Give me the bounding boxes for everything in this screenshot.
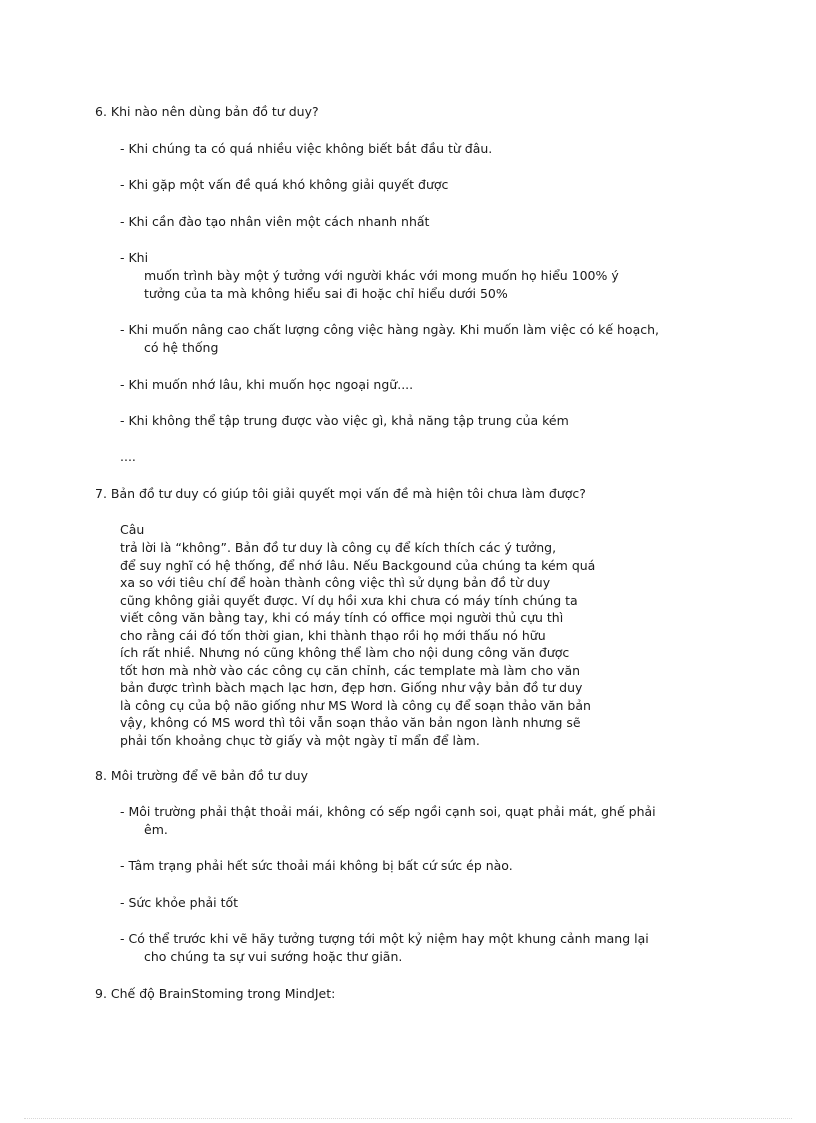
section-9-heading: 9. Chế độ BrainStoming trong MindJet: [95, 986, 336, 1001]
list-item: - Môi trường phải thật thoải mái, không có sếp ngồi cạnh soi, quạt phải mát, ghế phải [120, 804, 656, 819]
list-item: - Khi muốn nhớ lâu, khi muốn học ngoại ngữ.... [120, 377, 414, 392]
list-item: - Khi [120, 250, 149, 265]
paragraph-line: bản được trình bàch mạch lạc hơn, đẹp hơn. Giống như vậy bản đồ tư duy [120, 680, 583, 695]
paragraph-line: là công cụ của bộ não giống như MS Word là công cụ để soạn thảo văn bản [120, 698, 591, 713]
list-item: - Sức khỏe phải tốt [120, 895, 239, 910]
list-item-continuation: có hệ thống [144, 340, 219, 355]
list-item: - Tâm trạng phải hết sức thoải mái không bị bất cứ sức ép nào. [120, 858, 513, 873]
list-item-continuation: muốn trình bày một ý tưởng với người khác với mong muốn họ hiểu 100% ý [144, 268, 619, 283]
page-bottom-divider [24, 1118, 792, 1119]
section-8-heading: 8. Môi trường để vẽ bản đồ tư duy [95, 768, 308, 783]
section-7-heading: 7. Bản đồ tư duy có giúp tôi giải quyết mọi vấn đề mà hiện tôi chưa làm được? [95, 486, 586, 501]
list-item-continuation: êm. [144, 822, 168, 837]
paragraph-line: trả lời là “không”. Bản đồ tư duy là công cụ để kích thích các ý tưởng, [120, 540, 557, 555]
paragraph-line: cũng không giải quyết được. Ví dụ hồi xưa khi chưa có máy tính chúng ta [120, 593, 578, 608]
paragraph-line: viết công văn bằng tay, khi có máy tính có office mọi người thủ cựu thì [120, 610, 564, 625]
paragraph-line: phải tốn khoảng chục tờ giấy và một ngày tỉ mẩn để làm. [120, 733, 480, 748]
paragraph-line: ích rất nhiề. Nhưng nó cũng không thể làm cho nội dung công văn được [120, 645, 570, 660]
paragraph-line: để suy nghĩ có hệ thống, để nhớ lâu. Nếu Backgound của chúng ta kém quá [120, 558, 596, 573]
paragraph-line: cho rằng cái đó tốn thời gian, khi thành thạo rồi họ mới thấu nó hữu [120, 628, 546, 643]
list-item: - Khi chúng ta có quá nhiều việc không biết bắt đầu từ đâu. [120, 141, 493, 156]
list-item: - Khi cần đào tạo nhân viên một cách nhanh nhất [120, 214, 430, 229]
list-item: - Khi gặp một vấn đề quá khó không giải quyết được [120, 177, 449, 192]
list-item-continuation: cho chúng ta sự vui sướng hoặc thư giãn. [144, 949, 403, 964]
list-item-continuation: tưởng của ta mà không hiểu sai đi hoặc chỉ hiểu dưới 50% [144, 286, 508, 301]
section-6-heading: 6. Khi nào nên dùng bản đồ tư duy? [95, 104, 319, 119]
ellipsis-text: .... [120, 449, 136, 464]
paragraph-line: tốt hơn mà nhờ vào các công cụ căn chỉnh, các template mà làm cho văn [120, 663, 581, 678]
list-item: - Khi không thể tập trung được vào việc gì, khả năng tập trung của kém [120, 413, 569, 428]
list-item: - Khi muốn nâng cao chất lượng công việc hàng ngày. Khi muốn làm việc có kế hoạch, [120, 322, 660, 337]
paragraph-line: vậy, không có MS word thì tôi vẫn soạn thảo văn bản ngon lành nhưng sẽ [120, 715, 581, 730]
list-item: - Có thể trước khi vẽ hãy tưởng tượng tới một kỷ niệm hay một khung cảnh mang lại [120, 931, 649, 946]
paragraph-line: Câu [120, 522, 145, 537]
paragraph-line: xa so với tiêu chí để hoàn thành công việc thì sử dụng bản đồ từ duy [120, 575, 551, 590]
